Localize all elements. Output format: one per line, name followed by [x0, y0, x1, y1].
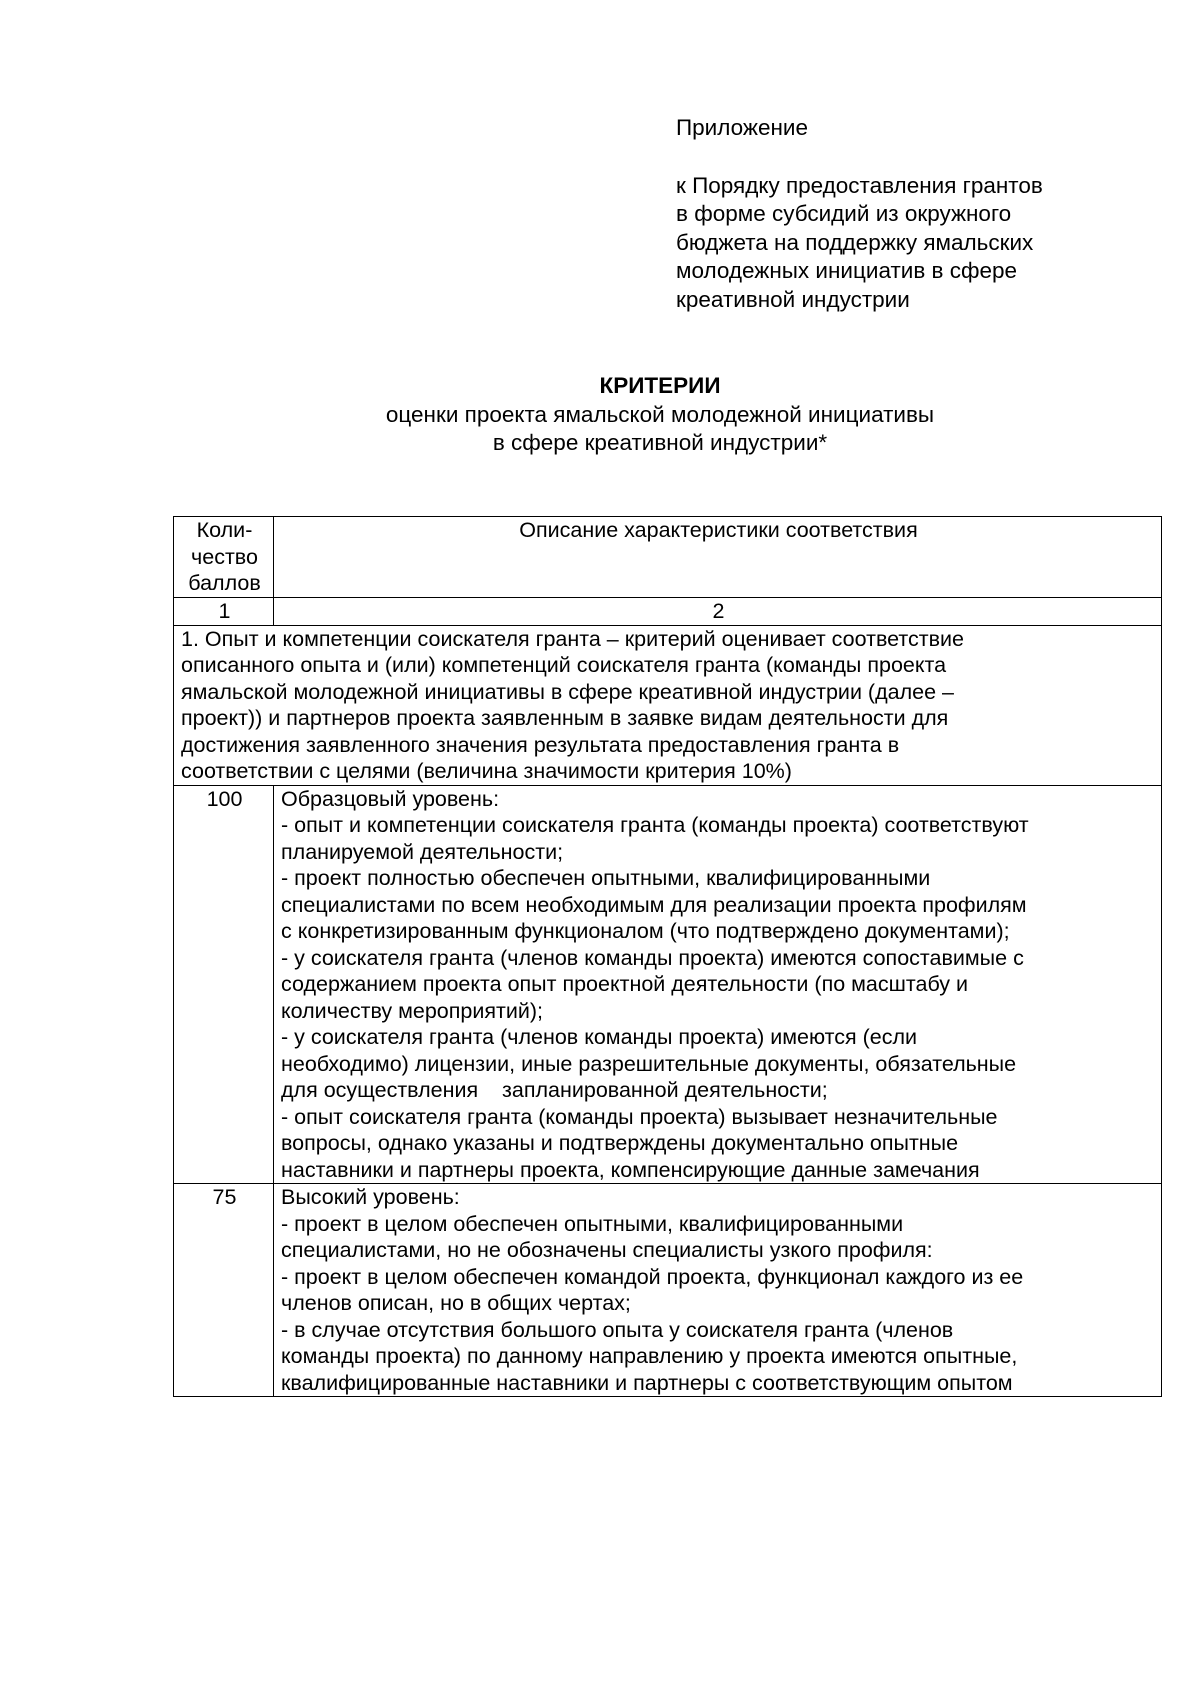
score-cell: 75 [174, 1184, 274, 1397]
section-row [174, 625, 1162, 785]
description-line: с конкретизированным функционалом (что подтверждено документами); [281, 919, 1010, 943]
section-1-cell [174, 625, 1162, 785]
description-line: наставники и партнеры проекта, компенсирующие данные замечания [281, 1157, 980, 1182]
appendix-block [676, 114, 1146, 314]
description-header-cell: Описание характеристики соответствия [274, 517, 1162, 598]
appendix-line: к Порядку предоставления грантов [676, 172, 1043, 198]
description-line: вопросы, однако указаны и подтверждены документально опытные [281, 1131, 959, 1155]
section-line: соответствии с целями (величина значимости критерия 10%) [181, 759, 792, 783]
points-header-line: Коли- [196, 518, 253, 542]
description-line: планируемой деятельности; [281, 839, 564, 864]
description-line: Образцовый уровень: [281, 786, 500, 811]
description-line: - проект в целом обеспечен командой проекта, функционал каждого из ее [281, 1264, 1024, 1289]
section-line: 1. Опыт и компетенции соискателя гранта – критерий оценивает соответствие [181, 626, 964, 651]
description-cell [274, 1184, 1162, 1397]
section-line: описанного опыта и (или) компетенций соискателя гранта (команды проекта [181, 653, 947, 677]
table-row [174, 785, 1162, 1184]
description-line: необходимо) лицензии, иные разрешительные документы, обязательные [281, 1051, 1017, 1076]
appendix-line: в форме субсидий из окружного [676, 201, 1012, 226]
document-heading [160, 372, 1160, 458]
score-cell: 100 [174, 785, 274, 1184]
description-line: членов описан, но в общих чертах; [281, 1291, 631, 1315]
description-line: - опыт и компетенции соискателя гранта (команды проекта) соответствуют [281, 813, 1029, 837]
heading-subtitle-line: в сфере креативной индустрии* [492, 430, 828, 455]
numbering-row [174, 598, 1162, 626]
description-line: - у соискателя гранта (членов команды проекта) имеются (если [281, 1025, 918, 1049]
appendix-line: молодежных инициатив в сфере [676, 258, 1018, 283]
points-header-line: чество [191, 544, 258, 569]
section-line: достижения заявленного значения результата предоставления гранта в [181, 732, 900, 757]
appendix-title: Приложение [676, 115, 808, 140]
column-number-2: 2 [274, 598, 1162, 626]
description-line: - проект в целом обеспечен опытными, квалифицированными [281, 1211, 904, 1236]
description-line: - в случае отсутствия большого опыта у соискателя гранта (членов [281, 1317, 954, 1342]
table-header-row [174, 517, 1162, 598]
column-number-1: 1 [174, 598, 274, 626]
section-line: проект)) и партнеров проекта заявленным в заявке видам деятельности для [181, 706, 949, 730]
description-line: квалифицированные наставники и партнеры с соответствующим опытом [281, 1370, 1013, 1395]
description-line: количеству мероприятий); [281, 998, 544, 1023]
description-cell [274, 785, 1162, 1184]
description-line: содержанием проекта опыт проектной деятельности (по масштабу и [281, 972, 969, 996]
appendix-line: бюджета на поддержку ямальских [676, 229, 1034, 255]
description-line: специалистами по всем необходимым для реализации проекта профилям [281, 892, 1027, 917]
description-line: - опыт соискателя гранта (команды проекта) вызывает незначительные [281, 1104, 998, 1129]
description-line: специалистами, но не обозначены специалисты узкого профиля: [281, 1238, 933, 1262]
appendix-line: креативной индустрии [676, 286, 910, 312]
description-line: - у соискателя гранта (членов команды проекта) имеются сопоставимые с [281, 945, 1024, 970]
heading-title: КРИТЕРИИ [599, 373, 721, 398]
description-line: команды проекта) по данному направлению у проекта имеются опытные, [281, 1344, 1018, 1368]
description-line: - проект полностью обеспечен опытными, квалифицированными [281, 866, 931, 890]
heading-subtitle-line: оценки проекта ямальской молодежной инициативы [385, 401, 935, 427]
section-line: ямальской молодежной инициативы в сфере креативной индустрии (далее – [181, 679, 954, 704]
description-line: Высокий уровень: [281, 1185, 460, 1209]
points-header-line: баллов [188, 571, 261, 595]
table-row [174, 1184, 1162, 1397]
points-header-cell [174, 517, 274, 598]
criteria-table [173, 516, 1162, 1397]
description-line: для осуществления запланированной деятельности; [281, 1078, 828, 1102]
